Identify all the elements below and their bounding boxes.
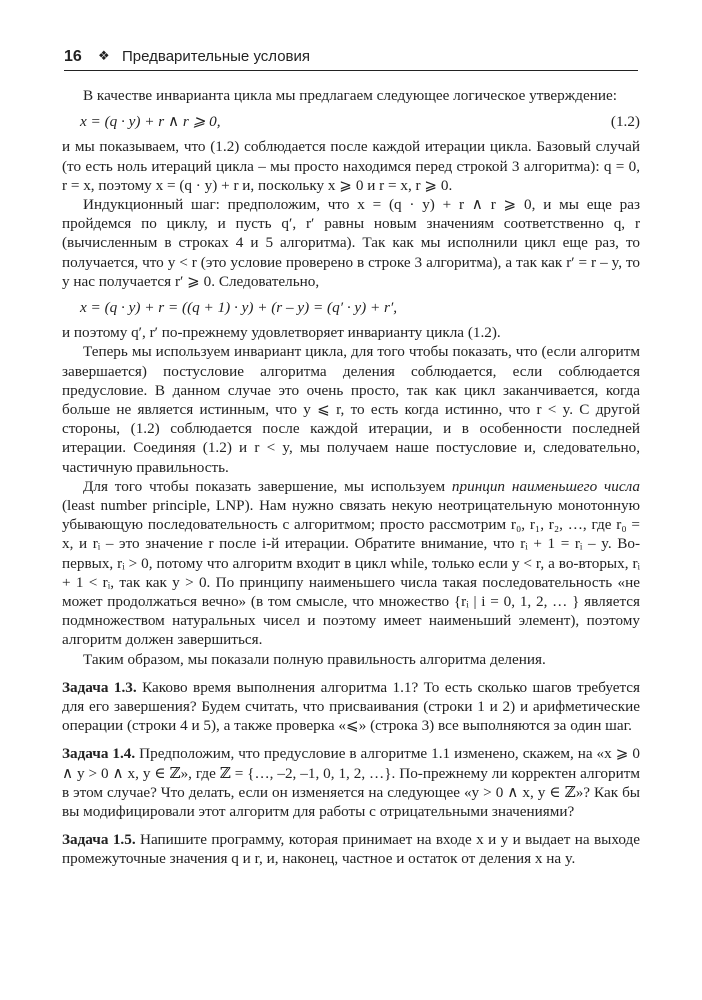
formula-derivation <box>62 298 640 317</box>
task-label: Задача 1.4. <box>62 745 136 763</box>
formula-1-2 <box>62 112 640 131</box>
text-run: Для того чтобы показать завершение, мы используем <box>83 477 452 495</box>
page-body <box>62 86 640 869</box>
task-label: Задача 1.5. <box>62 831 136 849</box>
paragraph-termination <box>62 477 640 650</box>
chapter-title: Предварительные условия <box>122 48 311 65</box>
task-label: Задача 1.3. <box>62 678 137 696</box>
task-1-3 <box>62 678 640 736</box>
paragraph-invariant-intro: В качестве инварианта цикла мы предлагаем следующее логическое утверждение: <box>83 87 617 104</box>
task-text: Предположим, что предусловие в алгоритме 1.1 изменено, скажем, на «x ⩾ 0 ∧ y > 0 ∧ x, y ∈ ℤ», где ℤ = {…, –2, –1, 0, 1, 2, …}. По-прежнему ли корректен алгоритм в этом случае? Что делать, если он изменяется на следующее «y > 0 ∧ x, y ∈ ℤ»? Как бы вы модифицировали этот алгоритм для работы с отрицательными значениями? <box>62 745 640 821</box>
paragraph-conclusion: Таким образом, мы показали полную правильность алгоритма деления. <box>83 650 546 668</box>
paragraph-invariant-holds: и поэтому q′, r′ по-прежнему удовлетворяет инварианту цикла (1.2). <box>62 324 501 342</box>
paragraph-induction-step: Индукционный шаг: предположим, что x = (q · y) + r ∧ r ⩾ 0, и мы еще раз пройдемся по циклу, и пусть q′, r′ равны новым значениям соответственно q, r (вычисленным в строках 4 и 5 алгоритма). Так как мы исполнили цикл еще раз, то получается, что y < r (это условие проверено в строке 3 алгоритма), а так как r′ = r – y, то у нас получается r′ ⩾ 0. Следовательно, <box>62 196 640 290</box>
page-number: 16 <box>64 48 82 65</box>
paragraph-partial-correctness: Теперь мы используем инвариант цикла, для того чтобы показать, что (если алгоритм завершается) постусловие алгоритма деления соблюдается, если соблюдается предусловие. В данном случае это очень просто, так как цикл заканчивается, когда больше не является истинным, что y ⩽ r, то есть когда истинно, что r < y. С другой стороны, (1.2) соблюдается после каждой итерации, и в особенности последней итерации. Соединяя (1.2) и r < y, мы получаем наше постусловие и, следовательно, частичную правильность. <box>62 343 640 476</box>
task-text: Каково время выполнения алгоритма 1.1? То есть сколько шагов требуется для его завершения? Будем считать, что присваивания (строки 1 и 2) и арифметические операции (строки 4 и 5), а также проверка «⩽» (строка 3) все выполняются за один шаг. <box>62 678 641 735</box>
emphasis-term: принцип наименьшего числа <box>451 477 641 495</box>
task-1-5 <box>62 830 640 868</box>
running-header <box>64 48 638 71</box>
task-text: Напишите программу, которая принимает на входе x и y и выдает на выходе промежуточные значения q и r, и, наконец, частное и остаток от деления x на y. <box>62 831 641 868</box>
formula-expression: x = (q · y) + r ∧ r ⩾ 0, <box>80 113 221 131</box>
text-run: (least number principle, LNP). Нам нужно связать некую неотрицательную монотонную убывающую последовательность с алгоритмом; просто рассмотрим r₀, r₁, r₂, …, где r₀ = x, и rᵢ – это значение r после i-й итерации. Обратите внимание, что rᵢ + 1 = rᵢ – y. Во-первых, rᵢ > 0, потому что алгоритм входит в цикл while, только если y < r, а во-вторых, rᵢ + 1 < rᵢ, так как y > 0. По принципу наименьшего числа такая последовательность «не может продолжаться вечно» (в том смысле, что множество {rᵢ | i = 0, 1, 2, … } является подмножеством натуральных чисел и поэтому имеет наименьший элемент), поэтому алгоритм должен завершиться. <box>62 497 640 649</box>
ornament-icon: ❖ <box>98 48 110 63</box>
paragraph-base-case: и мы показываем, что (1.2) соблюдается после каждой итерации цикла. Базовый случай (то есть ноль итераций цикла – мы просто находимся перед строкой 3 алгоритма): q = 0, r = x, поэтому x = (q · y) + r и, поскольку x ⩾ 0 и r = x, r ⩾ 0. <box>62 138 640 194</box>
task-1-4 <box>62 744 640 821</box>
formula-number: (1.2) <box>610 113 640 131</box>
formula-expression: x = (q · y) + r = ((q + 1) · y) + (r – y) = (q′ · y) + r′, <box>80 299 398 317</box>
